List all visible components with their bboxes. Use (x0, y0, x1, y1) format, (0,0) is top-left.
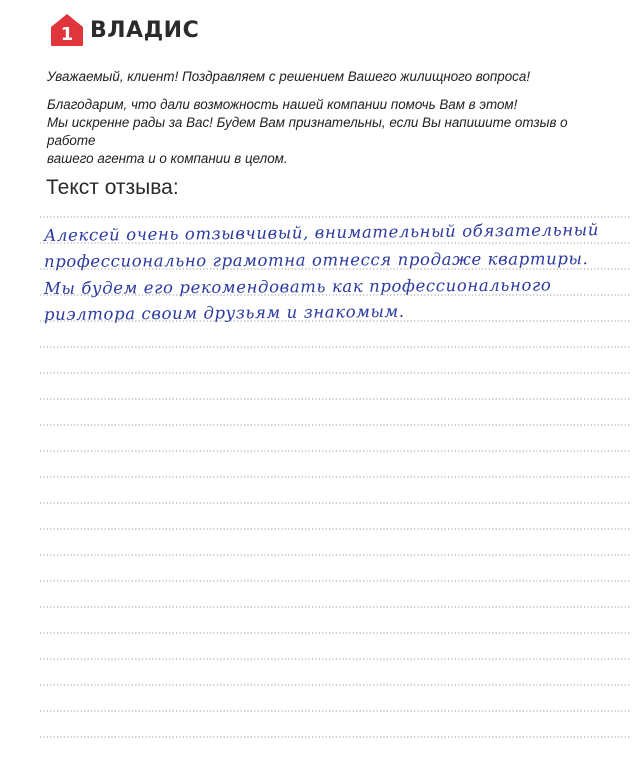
review-line-4: риэлтора своим друзьям и знакомым. (43, 301, 405, 324)
intro-line-1: Уважаемый, клиент! Поздравляем с решением Вашего жилищного вопроса! (47, 69, 531, 84)
intro-line-3: Мы искренне рады за Вас! Будем Вам признательны, если Вы напишите отзыв о работе (47, 115, 568, 148)
review-line-1: Алексей очень отзывчивый, внимательный обязательный (43, 220, 600, 245)
ruled-lines (40, 0, 630, 768)
intro-line-4: вашего агента и о компании в целом. (47, 151, 288, 166)
brand-name: ВЛАДИС (90, 17, 200, 43)
review-line-3: Мы будем его рекомендовать как профессионального (43, 275, 552, 298)
review-line-2: профессионально грамотна отнесся продаже квартиры. (43, 249, 589, 271)
review-title: Текст отзыва: (46, 176, 179, 199)
intro-line-2: Благодарим, что дали возможность нашей компании помочь Вам в этом! (47, 97, 518, 112)
logo-badge-number: 1 (60, 24, 74, 45)
